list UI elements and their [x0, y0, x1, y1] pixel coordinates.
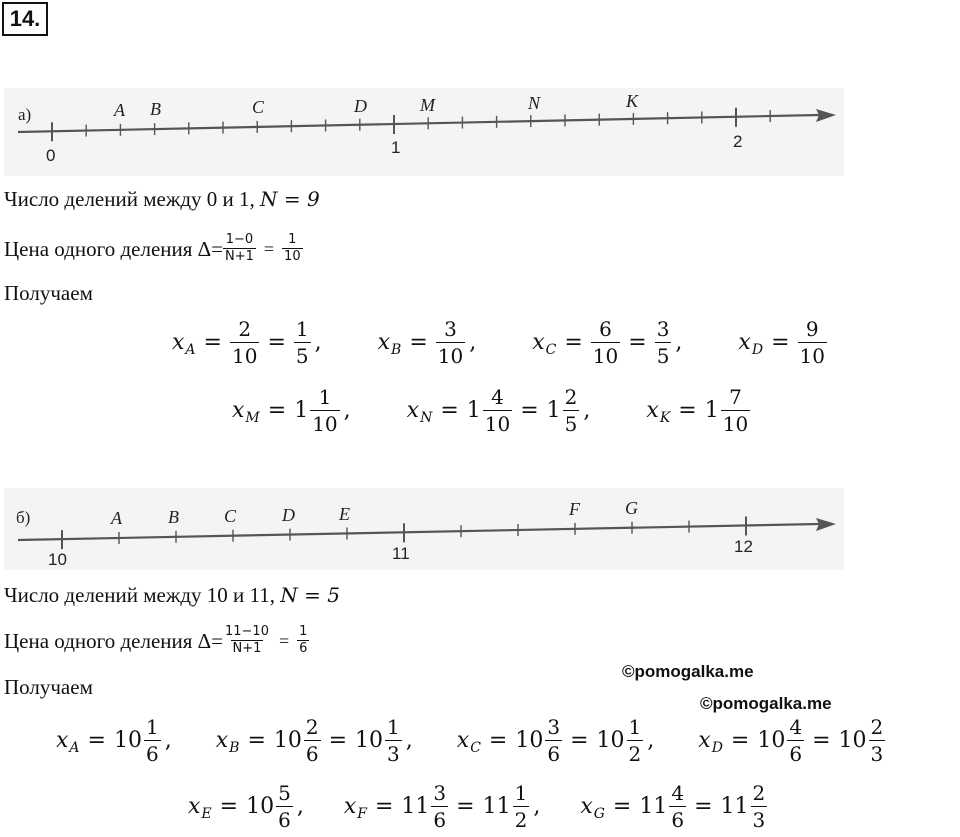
point-a-label-b: A [111, 508, 122, 528]
fraction: $\frac{3}{5}$ [656, 317, 670, 368]
mixed-number: 1 $\frac{2}{5}$ [546, 385, 578, 436]
part-a-label: а) [18, 105, 32, 124]
fraction: $\frac{3}{6}$ [547, 715, 561, 766]
fraction: $\frac{4}{6}$ [789, 715, 803, 766]
point-g-label-b: G [625, 498, 638, 518]
fraction: $\frac{1}{2}$ [628, 715, 642, 766]
result-x-n: x N = 1 $\frac{4}{10}$ = 1 $\frac{2}{5}$ , [406, 385, 591, 436]
delta-fraction-b: $\frac{11-10}{N+1}$ [225, 624, 269, 656]
part-b-delta-line: Цена одного деления Δ= $\frac{11-10}{N+1}$ = $\frac{1}{6}$ [4, 624, 308, 656]
mixed-number: 11 $\frac{1}{2}$ [482, 781, 528, 832]
axis-number-0: 0 [46, 146, 56, 165]
point-f-label-b: F [569, 499, 580, 519]
point-c-label: C [252, 97, 265, 117]
number-line-a-figure [4, 88, 844, 176]
part-b-results-row-2 [188, 780, 767, 833]
fraction: $\frac{2}{3}$ [752, 781, 766, 832]
result-x-a: x A = $\frac{2}{10}$ = $\frac{1}{5}$ , [172, 317, 322, 368]
fraction: $\frac{2}{5}$ [564, 385, 578, 436]
axis-number-10: 10 [48, 550, 67, 569]
point-m-label: M [420, 95, 435, 115]
result-x-g: x G = 11 $\frac{4}{6}$ = 11 $\frac{2}{3}$ [580, 781, 766, 832]
mixed-number: 10 $\frac{1}{3}$ [355, 715, 400, 766]
mixed-number: 10 $\frac{3}{6}$ [515, 715, 561, 766]
mixed-number: 10 $\frac{2}{6}$ [273, 715, 319, 766]
fraction: $\frac{1}{3}$ [387, 715, 400, 766]
delta-result-b: $\frac{1}{6}$ [299, 624, 308, 656]
result-x-c: x C = 10 $\frac{3}{6}$ = 10 $\frac{1}{2}$ , [456, 715, 655, 766]
point-b-label-b: B [168, 507, 179, 527]
mixed-number: 1 $\frac{4}{10}$ [466, 385, 511, 436]
result-x-a: x A = 10 $\frac{1}{6}$ , [56, 715, 172, 766]
delta-result-a: $\frac{1}{10}$ [284, 232, 301, 264]
result-x-f: x F = 11 $\frac{3}{6}$ = 11 $\frac{1}{2}$ , [343, 781, 541, 832]
mixed-number: 10 $\frac{1}{6}$ [113, 715, 159, 766]
point-a-label: A [114, 100, 125, 120]
watermark-1: ©pomogalka.me [622, 662, 754, 681]
fraction: $\frac{3}{6}$ [433, 781, 447, 832]
result-x-b: x B = $\frac{3}{10}$ , [377, 317, 477, 368]
point-d-label: D [354, 96, 367, 116]
point-n-label: N [528, 93, 541, 113]
fraction: $\frac{3}{10}$ [437, 317, 464, 368]
axis-number-1: 1 [391, 138, 401, 157]
mixed-number: 1 $\frac{1}{10}$ [294, 385, 338, 436]
mixed-number: 11 $\frac{3}{6}$ [401, 781, 447, 832]
n-equals-5: N = 5 [280, 583, 340, 607]
part-b-results-row-1 [56, 714, 885, 767]
point-e-label-b: E [339, 504, 350, 524]
part-a-delta-line: Цена одного деления Δ= $\frac{1-0}{N+1}$ = $\frac{1}{10}$ [4, 232, 301, 264]
task-number: 14. [2, 2, 48, 36]
mixed-number: 11 $\frac{4}{6}$ [639, 781, 685, 832]
mixed-number: 10 $\frac{1}{2}$ [596, 715, 642, 766]
fraction: $\frac{6}{10}$ [592, 317, 619, 368]
result-x-b: x B = 10 $\frac{2}{6}$ = 10 $\frac{1}{3}$ , [215, 715, 413, 766]
fraction: $\frac{1}{5}$ [295, 317, 309, 368]
mixed-number: 11 $\frac{2}{3}$ [720, 781, 766, 832]
fraction: $\frac{4}{10}$ [484, 385, 511, 436]
fraction: $\frac{5}{6}$ [278, 781, 291, 832]
point-k-label: K [626, 91, 639, 111]
delta-fraction-a: $\frac{1-0}{N+1}$ [225, 232, 254, 264]
number-line-b-figure [4, 488, 844, 570]
fraction: $\frac{4}{6}$ [671, 781, 685, 832]
part-a-results-row-1 [172, 316, 827, 369]
axis-number-2: 2 [733, 132, 743, 151]
point-b-label: B [150, 99, 161, 119]
mixed-number: 10 $\frac{5}{6}$ [246, 781, 291, 832]
mixed-number: 10 $\frac{4}{6}$ [757, 715, 803, 766]
n-equals-9: N = 9 [260, 187, 320, 211]
result-x-c: x C = $\frac{6}{10}$ = $\frac{3}{5}$ , [532, 317, 683, 368]
watermark-2: ©pomogalka.me [700, 694, 832, 713]
result-x-d: x D = 10 $\frac{4}{6}$ = 10 $\frac{2}{3}$ [698, 715, 884, 766]
part-a-divisions-line: Число делений между 0 и 1, N = 9 [4, 187, 320, 211]
axis-number-11: 11 [392, 544, 410, 563]
point-d-label-b: D [282, 505, 295, 525]
fraction: $\frac{1}{10}$ [312, 385, 338, 436]
result-x-e: x E = 10 $\frac{5}{6}$ , [188, 781, 304, 832]
fraction: $\frac{1}{2}$ [514, 781, 528, 832]
mixed-number: 1 $\frac{7}{10}$ [704, 385, 749, 436]
part-a-results-row-2 [232, 384, 750, 437]
fraction: $\frac{1}{6}$ [145, 715, 159, 766]
fraction: $\frac{7}{10}$ [722, 385, 749, 436]
fraction: $\frac{2}{10}$ [231, 317, 258, 368]
number-line-a [4, 88, 844, 176]
part-b-label: б) [16, 508, 31, 527]
part-b-result-heading: Получаем [4, 675, 93, 699]
result-x-m: x M = 1 $\frac{1}{10}$ , [232, 385, 351, 436]
fraction: $\frac{2}{6}$ [305, 715, 319, 766]
point-c-label-b: C [224, 506, 237, 526]
axis-number-12: 12 [734, 537, 753, 556]
fraction: $\frac{9}{10}$ [799, 317, 825, 368]
part-a-result-heading: Получаем [4, 281, 93, 305]
result-x-d: x D = $\frac{9}{10}$ [738, 317, 825, 368]
fraction: $\frac{2}{3}$ [870, 715, 884, 766]
part-b-divisions-line: Число делений между 10 и 11, N = 5 [4, 583, 340, 607]
number-line-b [4, 488, 844, 570]
result-x-k: x K = 1 $\frac{7}{10}$ [646, 385, 749, 436]
mixed-number: 10 $\frac{2}{3}$ [838, 715, 884, 766]
